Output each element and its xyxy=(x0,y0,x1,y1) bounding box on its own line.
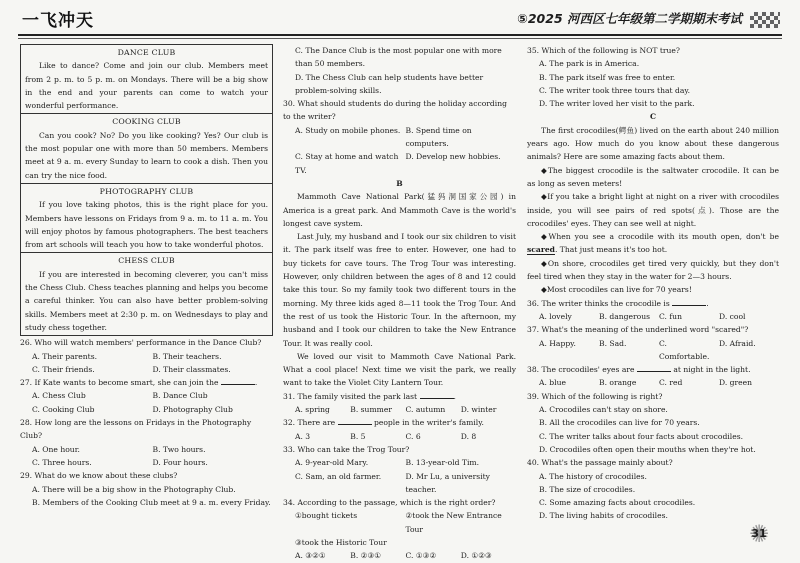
options-36 xyxy=(527,310,779,323)
options-33 xyxy=(283,456,516,469)
checker-pattern-icon xyxy=(750,12,780,28)
option[interactable]: B. Spend time on computers. xyxy=(405,125,472,149)
fact-item: ◆The biggest crocodile is the saltwater crocodile. It can be as long as seven meters! xyxy=(527,165,779,188)
options-30 xyxy=(283,124,516,151)
options-26 xyxy=(20,363,273,376)
order-items xyxy=(283,509,516,536)
answer-blank[interactable] xyxy=(420,390,454,399)
option[interactable]: D. Photography Club xyxy=(152,404,233,414)
option[interactable]: D. The living habits of crocodiles. xyxy=(539,511,668,521)
club-cooking xyxy=(21,115,272,183)
question-text: 31. The family visited the park last xyxy=(283,391,418,401)
option[interactable]: A. ③②① xyxy=(295,551,326,561)
options-34 xyxy=(283,549,516,562)
option[interactable]: D. winter xyxy=(460,405,497,415)
fact-text: . That just means it's too hot. xyxy=(554,245,668,255)
option[interactable]: C. ①③② xyxy=(405,551,437,561)
option[interactable]: A. Study on mobile phones. xyxy=(295,125,401,135)
section-heading-b: B xyxy=(396,178,403,188)
question-30: 30. What should students do during the holiday according to the writer? xyxy=(283,99,507,122)
options-28 xyxy=(20,443,273,456)
club-text: If you are interested in becoming cleverer, you can't miss the Chess Club. Chess teaches planning and helps you become a careful thinker. You can also have better problem-solving skills. Members meet at 2:30 p. m. on Wednesdays to play and study chess together. xyxy=(25,269,268,332)
option[interactable]: A. 3 xyxy=(295,431,311,441)
option[interactable]: D. Develop new hobbies. xyxy=(405,152,501,162)
passage-paragraph: Last July, my husband and I took our six children to visit it. The park itself was free to enter. However, one had to buy tickets for cave tours. The Trog Tour was interesting. However, only children between the ages of 8 and 12 could take this tour. So my family took two different tours in the morning. My three kids aged 8—11 took the Trog Tour. And the rest of us took the Historic Tour. In the afternoon, my husband and I took our children to take the New Entrance Tour. It was really cool. xyxy=(283,232,516,348)
options-26 xyxy=(20,350,273,363)
club-title: CHESS CLUB xyxy=(118,256,175,266)
question-27: 27. If Kate wants to become smart, she can join the . xyxy=(20,378,258,388)
question-text: people in the writer's family. xyxy=(373,418,484,428)
option[interactable]: A. The history of crocodiles. xyxy=(539,471,647,481)
passage-paragraph: We loved our visit to Mammoth Cave National Park. What a cool place! Next time we visit the park, we really want to take the Violet City Lantern Tour. xyxy=(283,351,516,388)
option[interactable]: B. Their teachers. xyxy=(152,351,222,361)
option[interactable]: B. dangerous xyxy=(599,311,651,321)
question-31: 31. The family visited the park last . xyxy=(283,391,456,401)
underlined-word: scared xyxy=(527,245,555,255)
option[interactable]: B. summer xyxy=(350,405,392,415)
option[interactable]: B. Members of the Cooking Club meet at 9 a. m. every Friday. xyxy=(32,497,271,507)
club-title: PHOTOGRAPHY CLUB xyxy=(99,186,194,196)
options-38 xyxy=(527,376,779,389)
option[interactable]: D. Their classmates. xyxy=(152,364,231,374)
option[interactable]: B. ②③① xyxy=(350,551,382,561)
option[interactable]: C. red xyxy=(659,378,683,388)
options-28 xyxy=(20,456,273,469)
question-40: 40. What's the passage mainly about? xyxy=(527,458,673,468)
option[interactable]: B. Two hours. xyxy=(152,444,206,454)
answer-blank[interactable] xyxy=(637,363,671,372)
question-38 xyxy=(527,363,779,376)
club-title: COOKING CLUB xyxy=(112,117,181,127)
fact-item: ◆If you take a bright light at night on a river with crocodiles inside, you will see pairs of red spots(点). Those are the crocodiles' eyes. They can see well at night. xyxy=(527,192,779,228)
page-number: ✺ 31 xyxy=(746,521,772,547)
option[interactable]: C. Stay at home and watch TV. xyxy=(295,152,399,175)
option[interactable]: C. fun xyxy=(659,311,682,321)
question-33: 33. Who can take the Trog Tour? xyxy=(283,444,410,454)
option[interactable]: D. Afraid. xyxy=(719,338,756,348)
option[interactable]: D. 8 xyxy=(460,431,477,441)
option[interactable]: A. spring xyxy=(295,405,330,415)
option[interactable]: C. Three hours. xyxy=(32,457,92,467)
option[interactable]: A. lovely xyxy=(539,311,572,321)
option[interactable]: A. The park is in America. xyxy=(539,59,640,69)
question-26: 26. Who will watch members' performance in the Dance Club? xyxy=(20,338,262,348)
club-text: If you love taking photos, this is the right place for you. Members have lessons on Fridays from 9 a. m. to 11 a. m. You will enjoy photos by famous photographers. The best teachers from art schools will teach you how to take wonderful photos. xyxy=(25,200,268,250)
option[interactable]: C. Their friends. xyxy=(32,364,95,374)
question-29: 29. What do we know about these clubs? xyxy=(20,471,178,481)
option[interactable]: A. Chess Club xyxy=(32,391,86,401)
club-dance xyxy=(21,46,272,114)
column-middle xyxy=(283,44,516,563)
question-28: 28. How long are the lessons on Fridays in the Photography Club? xyxy=(20,418,252,441)
question-text: 27. If Kate wants to become smart, she can join the xyxy=(20,378,219,388)
clubs-box xyxy=(20,44,273,336)
option[interactable]: D. Four hours. xyxy=(152,457,208,467)
option[interactable]: C. 6 xyxy=(405,431,421,441)
question-text: 32. There are xyxy=(283,418,336,428)
fact-item xyxy=(527,230,779,257)
fact-text: ◆When you see a crocodile with its mouth open, don't be xyxy=(541,232,779,242)
option[interactable]: C. Cooking Club xyxy=(32,404,95,414)
option[interactable]: D. cool xyxy=(719,311,746,321)
answer-blank[interactable] xyxy=(672,297,706,306)
club-chess xyxy=(21,254,272,335)
option[interactable]: A. 9-year-old Mary. xyxy=(295,458,369,468)
question-37: 37. What's the meaning of the underlined word "scared"? xyxy=(527,325,749,335)
brand-logo: 一飞冲天 xyxy=(22,11,94,31)
question-text: 38. The crocodiles' eyes are xyxy=(527,365,635,375)
option[interactable]: A. Happy. xyxy=(539,338,576,348)
option[interactable]: B. Sad. xyxy=(599,338,627,348)
club-photography xyxy=(21,185,272,253)
option[interactable]: C. Comfortable. xyxy=(659,338,710,361)
option[interactable]: B. orange xyxy=(599,378,637,388)
question-39: 39. Which of the following is right? xyxy=(527,391,663,401)
options-27 xyxy=(20,403,273,416)
option[interactable]: C. Some amazing facts about crocodiles. xyxy=(539,498,696,508)
option[interactable]: B. All the crocodiles can live for 70 years. xyxy=(539,418,700,428)
fact-item: ◆Most crocodiles can live for 70 years! xyxy=(541,285,692,295)
option[interactable]: A. Their parents. xyxy=(32,351,97,361)
club-text: Can you cook? No? Do you like cooking? Yes? Our club is the most popular one with more than 50 members. Members meet at 9 a. m. every Sunday to learn to cook a dish. Then you can try the nice food. xyxy=(25,130,268,180)
club-text: Like to dance? Come and join our club. Members meet from 2 p. m. to 5 p. m. on Mondays. There will be a big show in the end and your parents can come to watch your wonderful performance. xyxy=(25,61,268,111)
order-item: ②took the New Entrance Tour xyxy=(405,511,502,534)
passage-paragraph: Mammoth Cave National Park(猛犸洞国家公园) in America is a great park. And Mammoth Cave is the world's longest cave system. xyxy=(283,192,516,228)
option[interactable]: A. One hour. xyxy=(32,444,80,454)
question-text: at night in the light. xyxy=(673,365,751,375)
option[interactable]: A. Crocodiles can't stay on shore. xyxy=(539,405,668,415)
question-36: 36. The writer thinks the crocodile is . xyxy=(527,298,709,308)
options-37 xyxy=(527,337,779,364)
column-left xyxy=(20,44,273,509)
option[interactable]: B. 5 xyxy=(350,431,366,441)
option[interactable]: A. There will be a big show in the Photography Club. xyxy=(32,484,236,494)
column-right xyxy=(527,44,779,523)
option[interactable]: D. ①②③ xyxy=(460,551,492,561)
option[interactable]: B. The size of crocodiles. xyxy=(539,484,636,494)
question-34: 34. According to the passage, which is the right order? xyxy=(283,498,496,508)
question-32 xyxy=(283,416,516,429)
option[interactable]: B. The park itself was free to enter. xyxy=(539,72,676,82)
options-27 xyxy=(20,389,273,402)
order-item: ①bought tickets xyxy=(295,511,358,521)
answer-blank[interactable] xyxy=(338,416,372,425)
question-35: 35. Which of the following is NOT true? xyxy=(527,46,680,55)
option[interactable]: C. The writer took three tours that day. xyxy=(539,85,691,95)
option[interactable]: C. The writer talks about four facts about crocodiles. xyxy=(539,431,744,441)
option[interactable]: B. 13-year-old Tim. xyxy=(405,458,480,468)
club-title: DANCE CLUB xyxy=(117,48,176,57)
question-text: 36. The writer thinks the crocodile is xyxy=(527,298,670,308)
options-33 xyxy=(283,470,516,497)
header-divider-thin xyxy=(18,38,782,39)
option[interactable]: D. green xyxy=(719,378,753,388)
option[interactable]: D. Mr Lu, a university teacher. xyxy=(405,471,490,494)
option[interactable]: D. Crocodiles often open their mouths when they're hot. xyxy=(539,444,756,454)
order-item: ③took the Historic Tour xyxy=(295,537,387,547)
options-30 xyxy=(283,150,516,177)
section-heading-c: C xyxy=(649,112,657,122)
answer-blank[interactable] xyxy=(221,376,255,385)
option[interactable]: D. The Chess Club can help students have better problem-solving skills. xyxy=(295,72,484,95)
header-divider xyxy=(18,34,782,36)
fact-item: ◆On shore, crocodiles get tired very quickly, but they don't feel tired when they stay in the water for 2—3 hours. xyxy=(527,258,779,282)
options-32 xyxy=(283,430,516,443)
option[interactable]: C. The Dance Club is the most popular one with more than 50 members. xyxy=(295,46,502,69)
option[interactable]: B. Dance Club xyxy=(152,391,208,401)
option[interactable]: C. Sam, an old farmer. xyxy=(295,471,382,481)
option[interactable]: C. autumn xyxy=(405,405,446,415)
exam-title: ⑤2025 河西区七年级第二学期期末考试 xyxy=(517,11,742,26)
option[interactable]: D. The writer loved her visit to the park. xyxy=(539,99,695,109)
passage-paragraph: The first crocodiles(鳄鱼) lived on the earth about 240 million years ago. How much do you know about these dangerous animals? Here are some amazing facts about them. xyxy=(527,125,779,162)
option[interactable]: A. blue xyxy=(539,378,566,388)
options-31 xyxy=(283,403,516,416)
